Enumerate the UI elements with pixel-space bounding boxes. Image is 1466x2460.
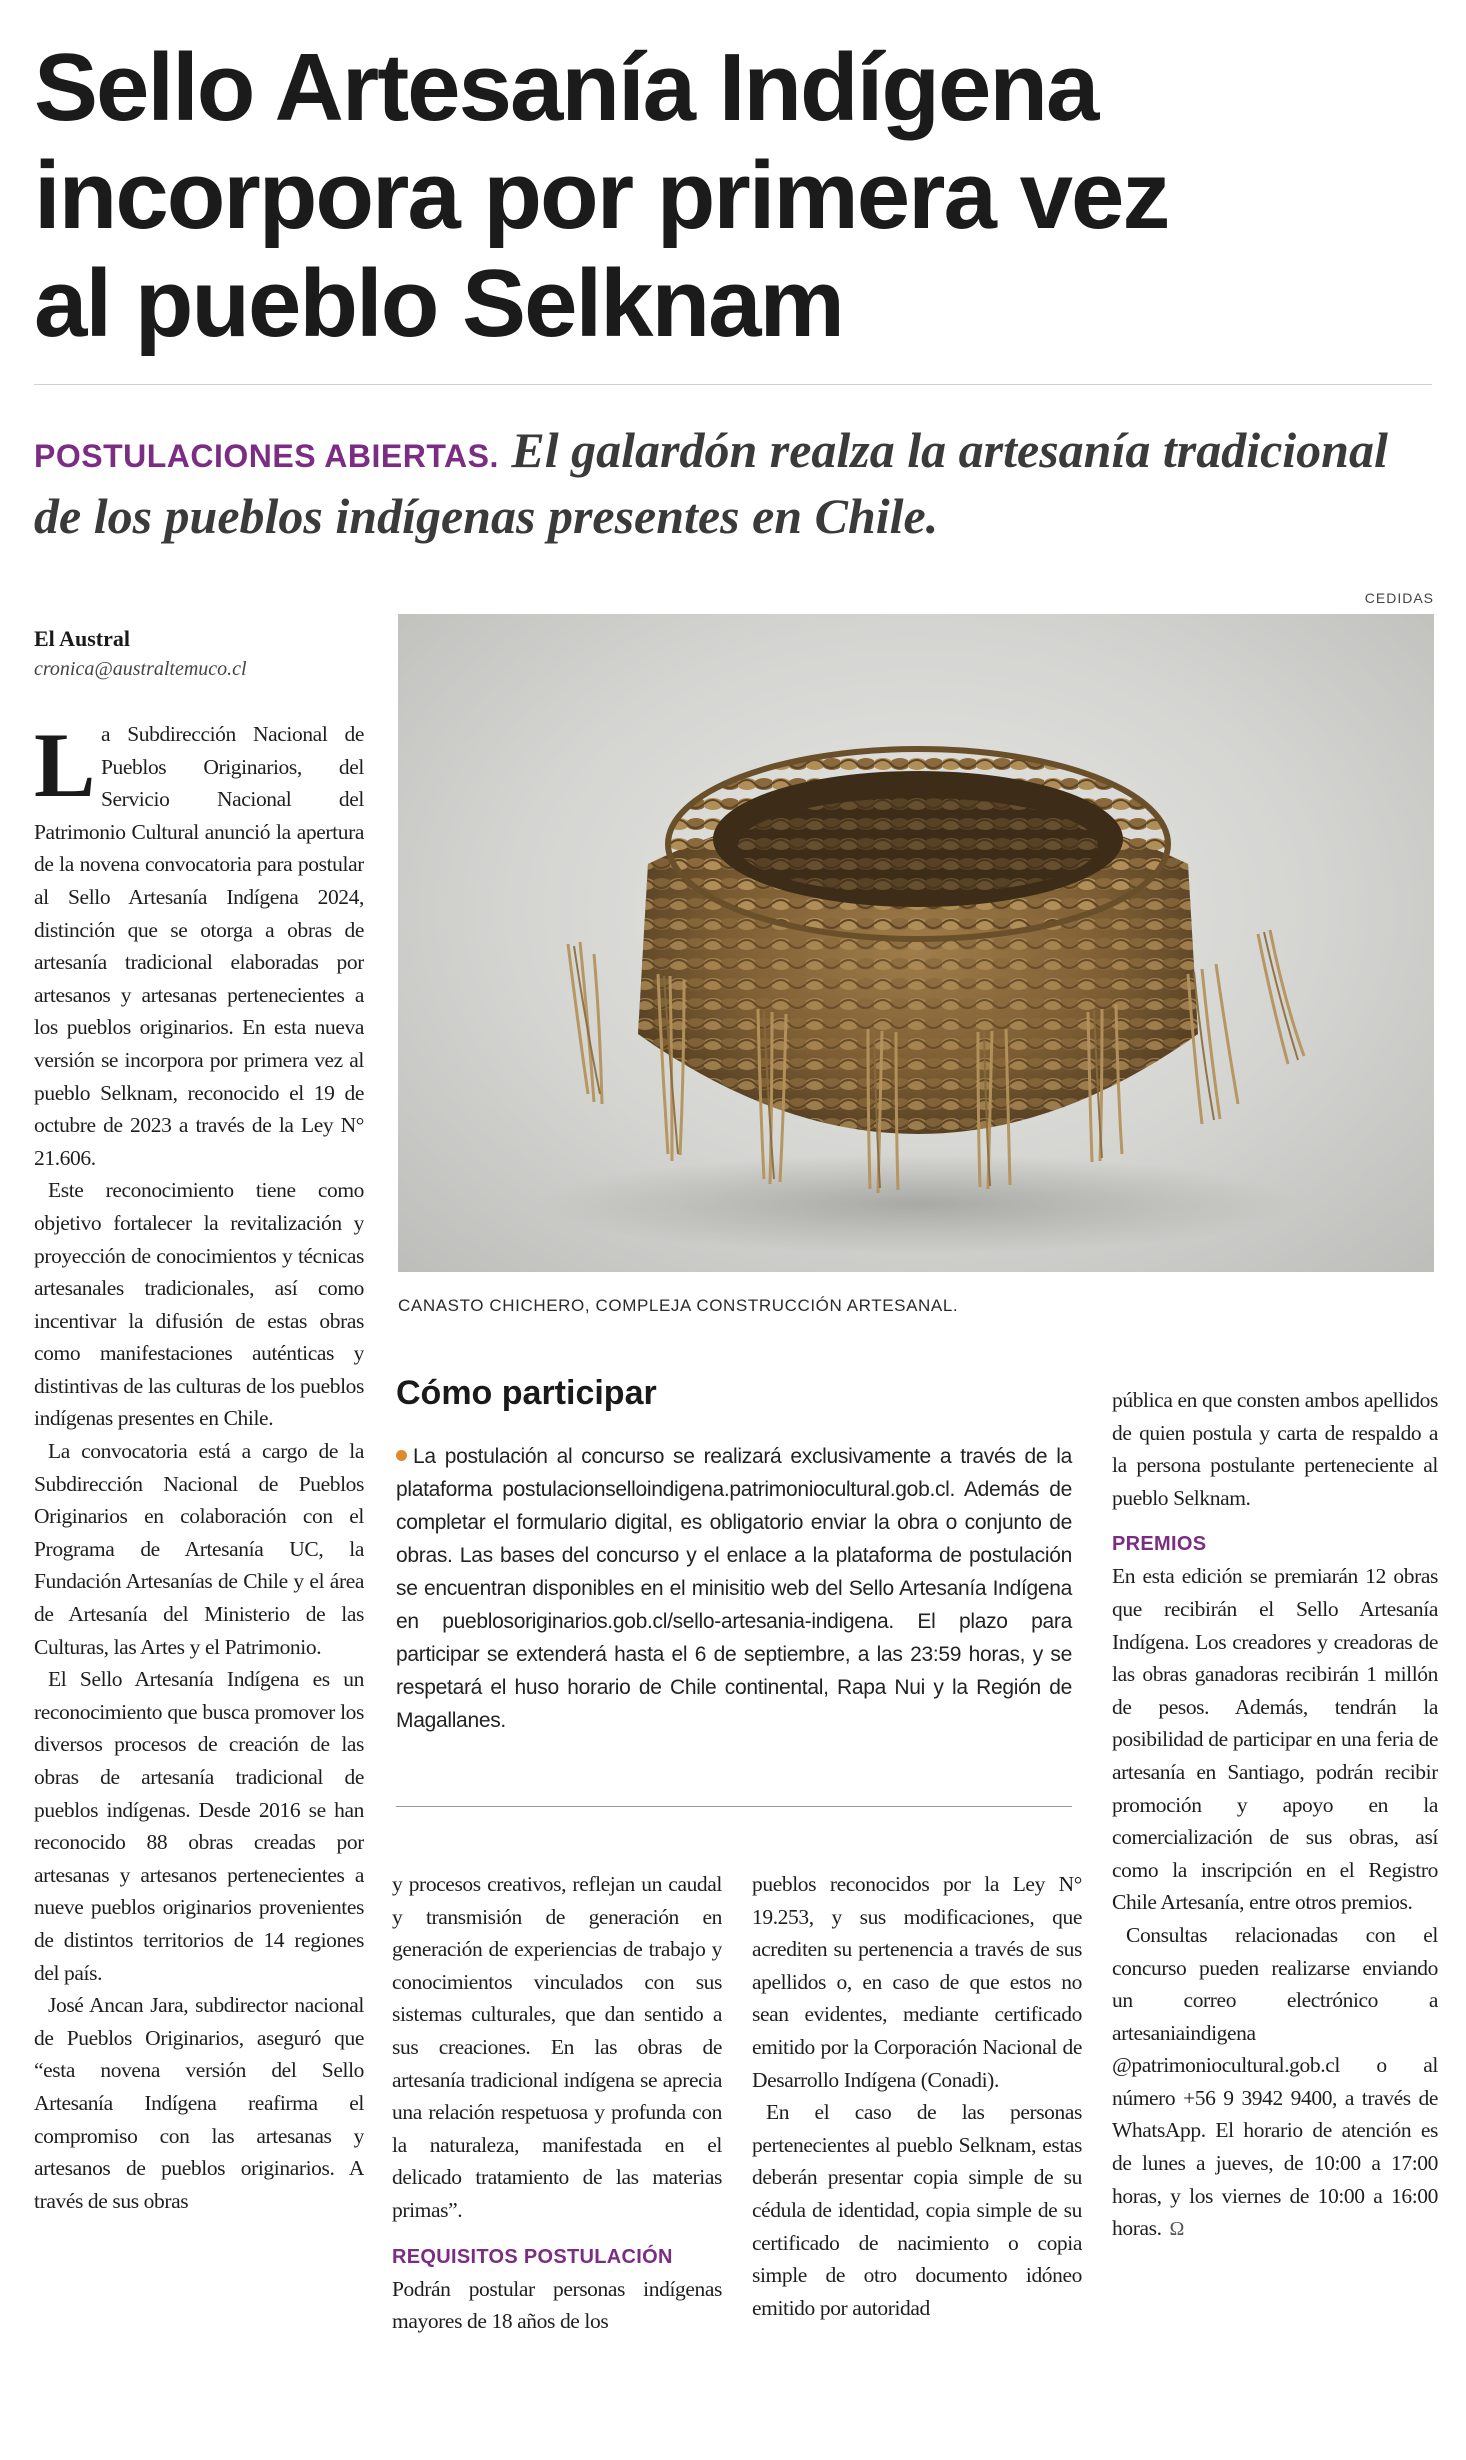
column-3-paragraph-1: pueblos reconocidos por la Ley N° 19.253, y sus modificaciones, que acrediten su pertenencia a través de sus apellidos o, en caso de que estos no sean evidentes, mediante certificado emitido por la Corporación Nacional de Desarrollo Indígena (Conadi).: [752, 1872, 1082, 2092]
article-paragraph-1-text: a Subdirección Nacional de Pueblos Originarios, del Servicio Nacional del Patrimonio Cultural anunció la apertura de la novena convocatoria para postular al Sello Artesanía Indígena 2024, distinción que se otorga a obras de artesanía tradicional elaboradas por artesanos y artesanas pertenecientes a los pueblos originarios. En esta nueva versión se incorpora por primera vez al pueblo Selknam, reconocido el 19 de octubre de 2023 a través de la Ley N° 21.606.: [34, 722, 364, 1170]
headline: [34, 34, 1414, 358]
article-paragraph-1: [34, 718, 364, 1174]
premios-heading: PREMIOS: [1112, 1533, 1207, 1556]
drop-cap: L: [34, 718, 95, 816]
subhead-divider: [34, 384, 1432, 385]
column-4-paragraph-3: [1112, 1919, 1438, 2246]
byline: [34, 624, 364, 684]
column-4-paragraph-2: En esta edición se premiarán 12 obras que recibirán el Sello Artesanía Indígena. Los creadores y creadoras de las obras ganadoras recibirán 1 millón de pesos. Además, tendrán la posibilidad de participar en una feria de artesanía en Santiago, podrán recibir promoción y apoyo en la comercialización de sus obras, así como la inscripción en el Registro Chile Artesanía, entre otros premios.: [1112, 1564, 1438, 1915]
photo-credit: CEDIDAS: [1364, 590, 1434, 606]
basket-photo: [398, 614, 1434, 1272]
column-3-paragraph-2: En el caso de las personas pertenecientes al pueblo Selknam, estas deberán presentar copia simple de su cédula de identidad, copia simple de su certificado de nacimiento o copia simple de otro documento idóneo emitido por autoridad: [752, 2100, 1082, 2320]
how-to-participate-title: Cómo participar: [396, 1374, 657, 1412]
article-paragraph-5: José Ancan Jara, subdirector nacional de Pueblos Originarios, aseguró que “esta novena versión del Sello Artesanía Indígena reafirma el compromiso con las artesanas y artesanos de pueblos originarios. A través de sus obras: [34, 1993, 364, 2213]
article-column-4: [1112, 1384, 1438, 2430]
column-2-paragraph-1: y procesos creativos, reflejan un caudal y transmisión de generación en generación de experiencias de trabajo y conocimientos vinculados con sus sistemas culturales, que dan sentido a sus creaciones. En las obras de artesanía tradicional indígena se aprecia una relación respetuosa y profunda con la naturaleza, manifestada en el delicado tratamiento de las materias primas”.: [392, 1872, 722, 2222]
article-paragraph-3: La convocatoria está a cargo de la Subdirección Nacional de Pueblos Originarios en colaboración con el Programa de Artesanía UC, la Fundación Artesanías de Chile y el área de Artesanía del Ministerio de las Culturas, las Artes y el Patrimonio.: [34, 1439, 364, 1659]
end-mark-icon: Ω: [1169, 2218, 1185, 2241]
bullet-icon: [396, 1450, 407, 1461]
headline-line-2: incorpora por primera vez: [34, 142, 1169, 249]
how-to-participate-body: La postulación al concurso se realizará exclusivamente a través de la plataforma postulacionselloindigena.patrimoniocultural.gob.cl. Además de completar el formulario digital, es obligatorio enviar la obra o conjunto de obras. Las bases del concurso y el enlace a la plataforma de postulación se encuentran disponibles en el minisitio web del Sello Artesanía Indígena en pueblosoriginarios.gob.cl/sello-artesania-indigena. El plazo para participar se extenderá hasta el 6 de septiembre, a las 23:59 horas, y se respetará el huso horario de Chile continental, Rapa Nui y la Región de Magallanes.: [396, 1445, 1072, 1732]
article-paragraph-2: Este reconocimiento tiene como objetivo fortalecer la revitalización y proyección de conocimientos y técnicas artesanales tradicionales, así como incentivar la difusión de estas obras como manifestaciones auténticas y distintivas de las culturas de los pueblos indígenas presentes en Chile.: [34, 1178, 364, 1431]
byline-author: El Austral: [34, 626, 130, 651]
article-column-3: [752, 1868, 1082, 2430]
headline-line-1: Sello Artesanía Indígena: [34, 34, 1098, 141]
column-2-paragraph-2: Podrán postular personas indígenas mayores de 18 años de los: [392, 2276, 722, 2334]
subhead-kicker: POSTULACIONES ABIERTAS.: [34, 438, 499, 474]
subhead: [34, 420, 1434, 546]
article-column-1: [34, 718, 364, 2430]
subhead-text: El galardón realza la artesanía tradicional de los pueblos indígenas presentes en Chile.: [34, 422, 1388, 544]
requisitos-heading: REQUISITOS POSTULACIÓN: [392, 2245, 673, 2268]
photo-caption: CANASTO CHICHERO, COMPLEJA CONSTRUCCIÓN ARTESANAL.: [398, 1296, 959, 1315]
column-4-paragraph-1: pública en que consten ambos apellidos de quien postula y carta de respaldo a la persona postulante perteneciente al pueblo Selknam.: [1112, 1388, 1438, 1510]
box-divider: [396, 1806, 1072, 1807]
article-paragraph-4: El Sello Artesanía Indígena es un reconocimiento que busca promover los diversos procesos de creación de las obras de artesanía tradicional de pueblos indígenas. Desde 2016 se han reconocido 88 obras creadas por artesanas y artesanos pertenecientes a nueve pueblos originarios provenientes de distintos territorios de 14 regiones del país.: [34, 1667, 364, 1985]
headline-line-3: al pueblo Selknam: [34, 250, 843, 357]
column-4-paragraph-3-text: Consultas relacionadas con el concurso pueden realizarse enviando un correo electrónico a artesaniaindigena @patrimoniocultural.gob.cl o al número +56 9 3942 9400, a través de WhatsApp. El horario de atención es de lunes a jueves, de 10:00 a 17:00 horas, y los viernes de 10:00 a 16:00 horas.: [1112, 1922, 1438, 2241]
basket-illustration: [398, 614, 1434, 1272]
how-to-participate-text: [396, 1440, 1072, 1737]
article-column-2: [392, 1868, 722, 2430]
byline-email[interactable]: cronica@australtemuco.cl: [34, 658, 247, 680]
